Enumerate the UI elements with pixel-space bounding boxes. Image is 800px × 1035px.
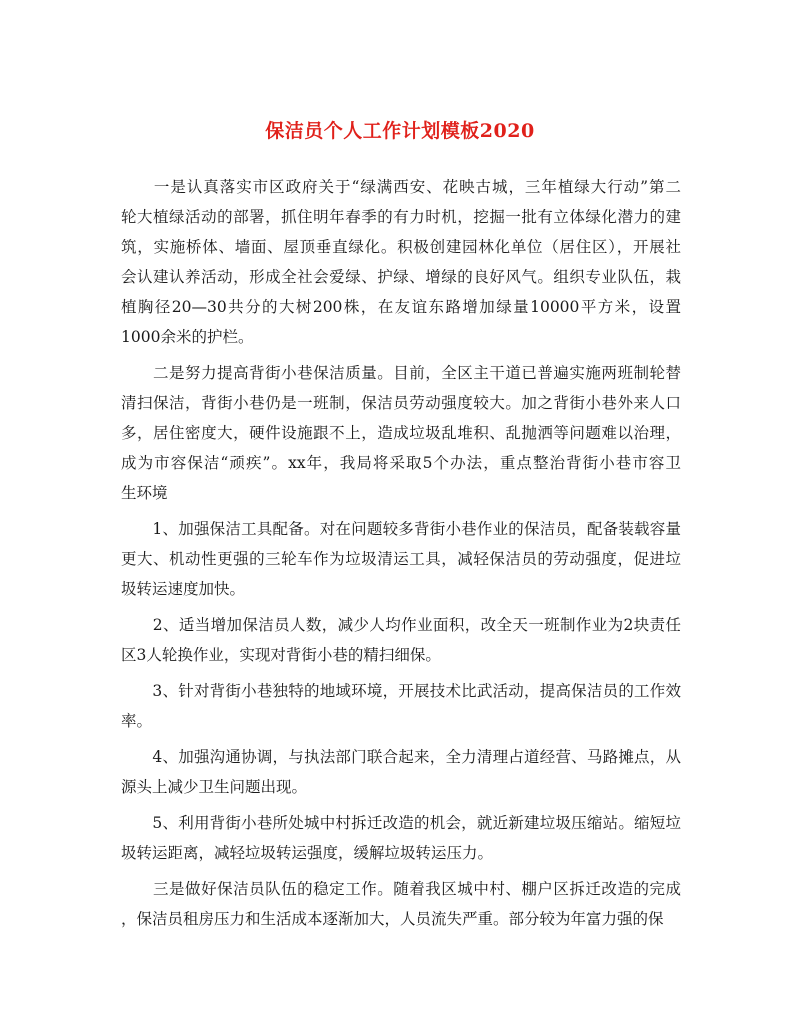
paragraph-line: 植胸径20—30共分的大树200株，在友谊东路增加绿量10000平方米，设置: [121, 298, 681, 316]
paragraph-line: 多，居住密度大，硬件设施跟不上，造成垃圾乱堆积、乱抛洒等问题难以治理，: [121, 424, 681, 442]
paragraph: [121, 742, 681, 802]
paragraph-line: 圾转运距离，减轻垃圾转运强度，缓解垃圾转运压力。: [121, 844, 494, 862]
paragraph-line: 1000余米的护栏。: [121, 328, 254, 346]
paragraph-line: 4、加强沟通协调，与执法部门联合起来，全力清理占道经营、马路摊点，从: [121, 748, 681, 766]
document-title: 保洁员个人工作计划模板2020: [265, 120, 535, 142]
paragraph-line: 1、加强保洁工具配备。对在问题较多背街小巷作业的保洁员，配备装载容量: [121, 520, 681, 538]
paragraph: [121, 358, 681, 508]
paragraph-line: 源头上减少卫生问题出现。: [121, 778, 308, 796]
paragraph-line: ，保洁员租房压力和生活成本逐渐加大，人员流失严重。部分较为年富力强的保: [121, 910, 664, 928]
paragraph-line: 生环境: [121, 484, 168, 502]
paragraph-line: 2、适当增加保洁员人数，减少人均作业面积，改全天一班制作业为2块责任: [121, 616, 681, 634]
paragraph-line: 率。: [121, 712, 153, 730]
paragraph: [121, 514, 681, 604]
paragraph-line: 一是认真落实市区政府关于“绿满西安、花映古城，三年植绿大行动”第二: [121, 178, 681, 196]
paragraph: [121, 172, 681, 352]
paragraph-line: 3、针对背街小巷独特的地域环境，开展技术比武活动，提高保洁员的工作效: [121, 682, 681, 700]
paragraph-line: 三是做好保洁员队伍的稳定工作。随着我区城中村、棚户区拆迁改造的完成: [121, 880, 681, 898]
paragraph-line: 圾转运速度加快。: [121, 580, 246, 598]
paragraph: [121, 874, 681, 934]
paragraph-line: 区3人轮换作业，实现对背街小巷的精扫细保。: [121, 646, 441, 664]
paragraph-line: 轮大植绿活动的部署，抓住明年春季的有力时机，挖掘一批有立体绿化潜力的建: [121, 208, 681, 226]
paragraph: [121, 808, 681, 868]
paragraph-line: 5、利用背街小巷所处城中村拆迁改造的机会，就近新建垃圾压缩站。缩短垃: [121, 814, 681, 832]
paragraph: [121, 610, 681, 670]
paragraph: [121, 676, 681, 736]
paragraph-line: 更大、机动性更强的三轮车作为垃圾清运工具，减轻保洁员的劳动强度，促进垃: [121, 550, 681, 568]
paragraph-line: 二是努力提高背街小巷保洁质量。目前，全区主干道已普遍实施两班制轮替: [121, 364, 681, 382]
paragraph-line: 成为市容保洁“顽疾”。xx年，我局将采取5个办法，重点整治背街小巷市容卫: [121, 454, 681, 472]
paragraph-line: 筑，实施桥体、墙面、屋顶垂直绿化。积极创建园林化单位（居住区），开展社: [121, 238, 681, 256]
document-body: [121, 172, 681, 940]
paragraph-line: 清扫保洁，背街小巷仍是一班制，保洁员劳动强度较大。加之背街小巷外来人口: [121, 394, 681, 412]
paragraph-line: 会认建认养活动，形成全社会爱绿、护绿、增绿的良好风气。组织专业队伍，栽: [121, 268, 681, 286]
